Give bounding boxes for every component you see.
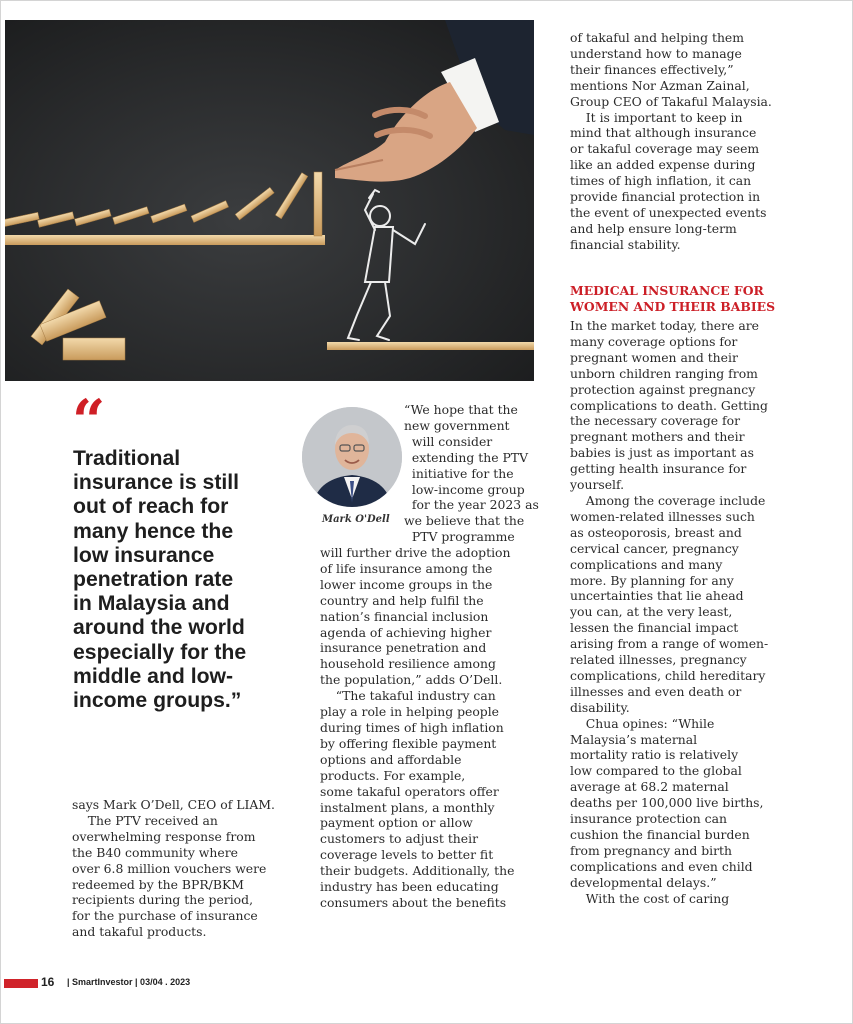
section-headline: MEDICAL INSURANCE FOR WOMEN AND THEIR BABIES <box>570 283 776 314</box>
col3-bottom: In the market today, there are many coverage options for pregnant women and their unborn children ranging from protection against pregnancy complications to death. Getting the necessary coverage for pregnant mothers and their babies is just as important as getting health insurance for yourself. Among the coverage include women-related illnesses such as osteoporosis, breast and cervical cancer, pregnancy complications and many more. By planning for any uncertainties that lie ahead you can, at the very least, lessen the financial impact arising from a range of women- related illnesses, pregnancy complications, child hereditary illnesses and even death or disability. Chua opines: “While Malaysia’s maternal mortality ratio is relatively low compared to the global average at 68.2 maternal deaths per 100,000 live births, insurance protection can cushion the financial burden from pregnancy and birth complications and even child developmental delays.” With the cost of caring <box>570 318 769 906</box>
col1-body: says Mark O’Dell, CEO of LIAM. The PTV received an overwhelming response from the B40 community where over 6.8 million vouchers were redeemed by the BPR/BKM recipients during the period, for the purchase of insurance and takaful products. <box>72 797 275 940</box>
col2-body: will further drive the adoption of life insurance among the lower income groups in the country and help fulfil the nation’s financial inclusion agenda of achieving higher insurance penetration and household resilience among the population,” adds O’Dell. “The takaful industry can play a role in helping people during times of high inflation by offering flexible payment options and affordable products. For example, some takaful operators offer instalment plans, a monthly payment option or allow customers to adjust their coverage levels to better fit their budgets. Additionally, the industry has been educating consumers about the benefits <box>320 545 515 910</box>
footer-publication: | SmartInvestor | 03/04 . 2023 <box>67 977 191 987</box>
quote-mark-icon: “ <box>72 387 106 455</box>
pull-quote: Traditional insurance is still out of reach for many hence the low insurance penetration rate in Malaysia and around the world especially for the middle and low- income groups.” <box>73 447 247 713</box>
col2-wrap-text: “We hope that the new government will consider extending the PTV initiative for the low-income group for the year 2023 as we believe that the PTV programme <box>404 402 539 545</box>
hero-photo-domino-hand <box>5 20 534 381</box>
col3-top: of takaful and helping them understand how to manage their finances effectively,” mentions Nor Azman Zainal, Group CEO of Takaful Malaysia. It is important to keep in mind that although insurance or takaful coverage may seem like an added expense during times of high inflation, it can provide financial protection in the event of unexpected events and help ensure long-term financial stability. <box>570 30 772 252</box>
portrait-caption: Mark O'Dell <box>322 514 390 525</box>
portrait-mark-odell <box>302 407 402 507</box>
footer-accent-bar <box>4 979 38 988</box>
page-number: 16 <box>41 975 55 989</box>
